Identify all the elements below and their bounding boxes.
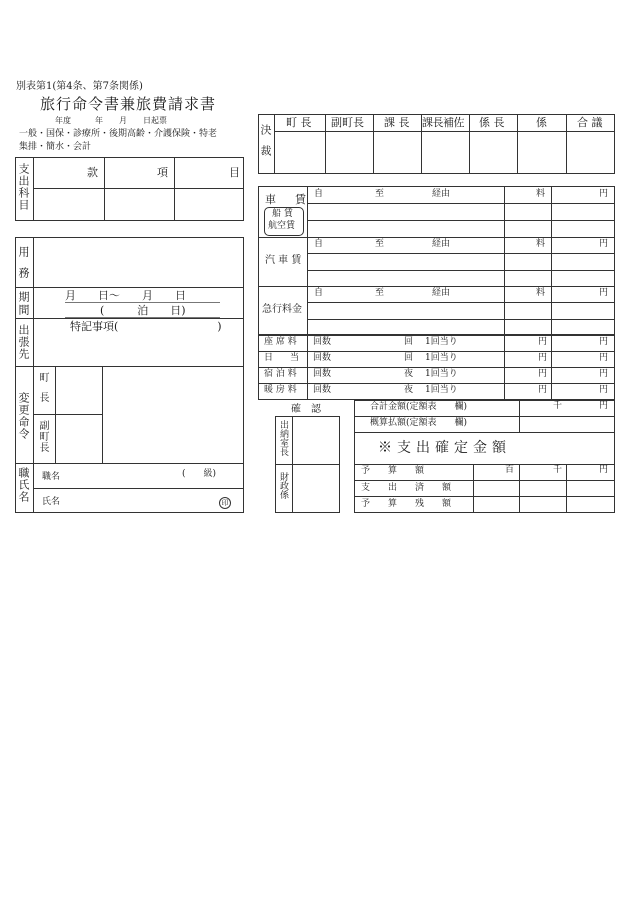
fare-train-label: 車 賃 xyxy=(265,193,310,206)
approval-label: 決裁 xyxy=(259,124,272,166)
role-staff: 係 xyxy=(536,116,547,129)
fee-daily-unit: 回 xyxy=(404,353,414,363)
fee-heating-count: 回数 xyxy=(313,385,332,395)
account-col-kou: 項 xyxy=(157,166,168,179)
fee-seat-per: 1回当り xyxy=(425,337,458,347)
fare-fee-1: 料 xyxy=(536,189,546,199)
purpose-label: 用務 xyxy=(17,246,30,288)
form-reference: 別表第1(第4条、第7条関係) xyxy=(16,81,143,92)
fare-via-2: 経由 xyxy=(432,239,451,249)
fare-express-label: 急行料金 xyxy=(262,304,302,315)
fare-from-3: 自 xyxy=(314,288,324,298)
fare-to-3: 至 xyxy=(375,288,385,298)
grade-label: ( 級) xyxy=(182,469,217,479)
fare-yen-1: 円 xyxy=(599,189,609,199)
total-thousand: 千 xyxy=(553,401,563,411)
fare-steam-label: 汽 車 賃 xyxy=(265,255,302,266)
fee-heating-yen: 円 xyxy=(538,385,548,395)
account-label: 支出科目 xyxy=(17,163,30,211)
budget-yen: 円 xyxy=(599,465,609,475)
fee-heating-yen-total: 円 xyxy=(599,385,609,395)
fee-daily-label: 日 当 xyxy=(264,353,304,363)
fare-ship-label: 船 賃 xyxy=(272,209,293,219)
account-col-kan: 款 xyxy=(87,166,98,179)
fee-lodging-yen: 円 xyxy=(538,369,548,379)
fee-daily-yen: 円 xyxy=(538,353,548,363)
period-dates: 月 日～ 月 日 xyxy=(65,289,186,302)
remain-label: 予 算 残 額 xyxy=(361,499,452,509)
budget-hundred: 百 xyxy=(505,465,515,475)
fee-lodging-unit: 夜 xyxy=(404,369,414,379)
spent-label: 支 出 済 額 xyxy=(361,483,452,493)
treasurer-label: 出納室長 xyxy=(278,420,288,456)
person-name-label: 氏名 xyxy=(42,497,61,507)
total-yen: 円 xyxy=(599,401,609,411)
role-section-chief: 課 長 xyxy=(384,116,410,129)
period-nights: ( 泊 日) xyxy=(100,304,186,317)
fare-via-1: 経由 xyxy=(432,189,451,199)
departments-line-1: 一般・国保・診療所・後期高齢・介護保険・特老 xyxy=(19,129,218,139)
role-consultation: 合 議 xyxy=(577,116,603,129)
destination-label: 出張先 xyxy=(17,324,30,360)
period-label: 期間 xyxy=(17,291,30,317)
position-label: 職名 xyxy=(42,472,61,482)
fare-fee-2: 料 xyxy=(536,239,546,249)
seal-icon: 印 xyxy=(219,497,231,509)
fee-daily-per: 1回当り xyxy=(425,353,458,363)
fee-seat-yen-total: 円 xyxy=(599,337,609,347)
fee-daily-yen-total: 円 xyxy=(599,353,609,363)
budget-thousand: 千 xyxy=(553,465,563,475)
special-notes: 特記事項( ) xyxy=(70,320,222,333)
fare-from-2: 自 xyxy=(314,239,324,249)
fee-heating-per: 1回当り xyxy=(425,385,458,395)
fee-lodging-count: 回数 xyxy=(313,369,332,379)
name-label: 職氏名 xyxy=(17,467,30,503)
fee-seat-label: 座 席 料 xyxy=(264,337,297,347)
fare-fee-3: 料 xyxy=(536,288,546,298)
form-title: 旅行命令書兼旅費請求書 xyxy=(40,95,217,113)
change-order-label: 変更命令 xyxy=(17,392,30,440)
fee-seat-unit: 回 xyxy=(404,337,414,347)
confirmed-amount-label: ※支出確定金額 xyxy=(378,440,511,456)
change-vice-mayor-label: 副町長 xyxy=(37,420,48,453)
fee-seat-yen: 円 xyxy=(538,337,548,347)
fee-lodging-yen-total: 円 xyxy=(599,369,609,379)
total-amount-label: 合計金額(定額表 欄) xyxy=(370,402,468,412)
budget-label: 予 算 額 xyxy=(361,466,425,476)
role-mayor: 町 長 xyxy=(286,116,312,129)
fee-heating-label: 暖 房 料 xyxy=(264,385,297,395)
role-assistant-chief: 課長補佐 xyxy=(422,116,464,129)
fare-yen-2: 円 xyxy=(599,239,609,249)
fare-air-label: 航空賃 xyxy=(268,221,296,231)
departments-line-2: 集排・簡水・会計 xyxy=(19,142,92,152)
fee-lodging-per: 1回当り xyxy=(425,369,458,379)
approx-amount-label: 概算払額(定額表 欄) xyxy=(370,418,468,428)
fare-yen-3: 円 xyxy=(599,288,609,298)
fare-to-1: 至 xyxy=(375,189,385,199)
account-col-moku: 目 xyxy=(229,166,240,179)
role-subsection-chief: 係 長 xyxy=(479,116,505,129)
fee-daily-count: 回数 xyxy=(313,353,332,363)
fee-heating-unit: 夜 xyxy=(404,385,414,395)
role-vice-mayor: 副町長 xyxy=(331,116,364,129)
fare-from-1: 自 xyxy=(314,189,324,199)
finance-label: 財政係 xyxy=(278,472,288,499)
fare-via-3: 経由 xyxy=(432,288,451,298)
fare-to-2: 至 xyxy=(375,239,385,249)
fee-seat-count: 回数 xyxy=(313,337,332,347)
date-line: 年度 年 月 日起票 xyxy=(55,116,167,125)
fee-lodging-label: 宿 泊 料 xyxy=(264,369,297,379)
change-mayor-label: 町長 xyxy=(37,372,48,412)
confirm-label: 確 認 xyxy=(291,404,321,415)
